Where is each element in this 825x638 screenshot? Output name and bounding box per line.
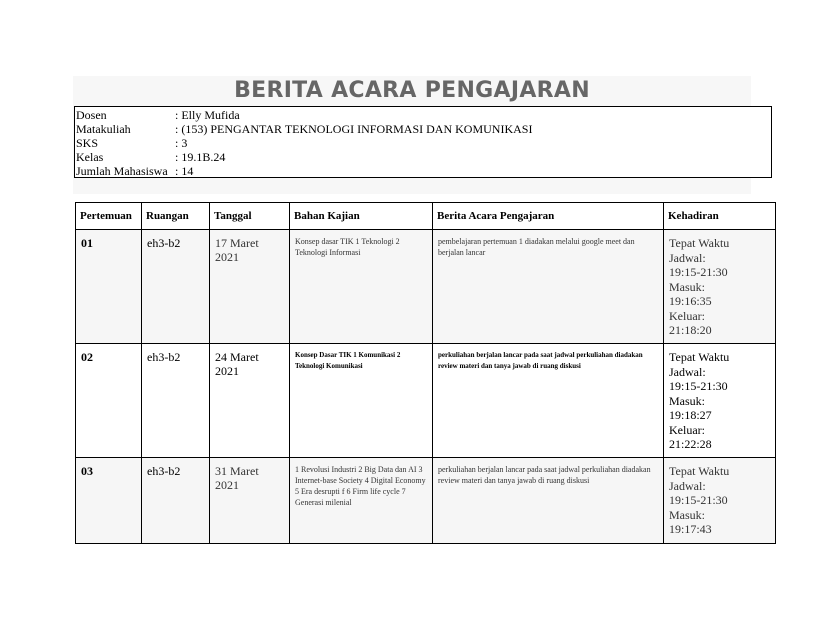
kehadiran-status: Tepat Waktu	[669, 236, 730, 250]
cell-pertemuan: 01	[76, 230, 142, 344]
kehadiran-status: Tepat Waktu	[669, 350, 730, 364]
info-label: Dosen	[76, 108, 107, 122]
info-value: : (153) PENGANTAR TEKNOLOGI INFORMASI DAN KOMUNIKASI	[175, 122, 533, 136]
kehadiran-line: Jadwal:	[669, 478, 706, 493]
kehadiran-line: Keluar:	[669, 422, 705, 437]
kehadiran-line: 21:22:28	[669, 437, 712, 451]
kehadiran-line: Jadwal:	[669, 364, 706, 379]
cell-pertemuan: 03	[76, 458, 142, 544]
kehadiran-status: Tepat Waktu	[669, 464, 730, 478]
info-label: Kelas	[76, 150, 104, 164]
column-header-pertemuan: Pertemuan	[76, 203, 142, 230]
cell-kehadiran	[664, 458, 776, 544]
table-row	[76, 458, 776, 544]
cell-berita-acara: pembelajaran pertemuan 1 diadakan melalui google meet dan berjalan lancar	[433, 230, 664, 344]
cell-tanggal: 31 Maret 2021	[210, 458, 290, 544]
column-header-bahan-kajian: Bahan Kajian	[290, 203, 433, 230]
kehadiran-line: 21:18:20	[669, 323, 712, 337]
info-value: : Elly Mufida	[175, 108, 240, 122]
cell-ruangan: eh3-b2	[142, 230, 210, 344]
cell-berita-acara: perkuliahan berjalan lancar pada saat jadwal perkuliahan diadakan review materi dan tanya jawab di ruang diskusi	[433, 458, 664, 544]
kehadiran-line: 19:16:35	[669, 294, 712, 308]
info-value: : 3	[175, 136, 188, 150]
cell-kehadiran	[664, 344, 776, 458]
kehadiran-line: Masuk:	[669, 507, 705, 522]
info-value: : 14	[175, 164, 194, 178]
kehadiran-line: Masuk:	[669, 279, 705, 294]
table-row	[76, 344, 776, 458]
cell-bahan-kajian: Konsep Dasar TIK 1 Komunikasi 2 Teknologi Komunikasi	[290, 344, 433, 458]
info-label: Matakuliah	[76, 122, 131, 136]
column-header-berita-acara: Berita Acara Pengajaran	[433, 203, 664, 230]
column-header-ruangan: Ruangan	[142, 203, 210, 230]
table-row	[76, 230, 776, 344]
cell-bahan-kajian: Konsep dasar TIK 1 Teknologi 2 Teknologi Informasi	[290, 230, 433, 344]
kehadiran-line: Masuk:	[669, 393, 705, 408]
cell-ruangan: eh3-b2	[142, 344, 210, 458]
cell-tanggal: 17 Maret 2021	[210, 230, 290, 344]
info-label: SKS	[76, 136, 99, 150]
kehadiran-line: 19:15-21:30	[669, 493, 728, 507]
table-header-row	[76, 203, 776, 230]
kehadiran-line: 19:18:27	[669, 408, 712, 422]
kehadiran-line: Keluar:	[669, 308, 705, 323]
kehadiran-line: 19:17:43	[669, 522, 712, 536]
column-header-tanggal: Tanggal	[210, 203, 290, 230]
kehadiran-line: 19:15-21:30	[669, 379, 728, 393]
info-value: : 19.1B.24	[175, 150, 226, 164]
attendance-table	[75, 202, 776, 544]
cell-berita-acara: perkuliahan berjalan lancar pada saat jadwal perkuliahan diadakan review materi dan tanya jawab di ruang diskusi	[433, 344, 664, 458]
column-header-kehadiran: Kehadiran	[664, 203, 776, 230]
kehadiran-line: 19:15-21:30	[669, 265, 728, 279]
cell-ruangan: eh3-b2	[142, 458, 210, 544]
kehadiran-line: Jadwal:	[669, 250, 706, 265]
document-title: BERITA ACARA PENGAJARAN	[234, 78, 590, 103]
cell-kehadiran	[664, 230, 776, 344]
cell-bahan-kajian: 1 Revolusi Industri 2 Big Data dan AI 3 Internet-base Society 4 Digital Economy 5 Era desrupti f 6 Firm life cycle 7 Generasi milenial	[290, 458, 433, 544]
cell-pertemuan: 02	[76, 344, 142, 458]
info-label: Jumlah Mahasiswa	[76, 164, 168, 178]
cell-tanggal: 24 Maret 2021	[210, 344, 290, 458]
course-info-box	[74, 106, 772, 178]
